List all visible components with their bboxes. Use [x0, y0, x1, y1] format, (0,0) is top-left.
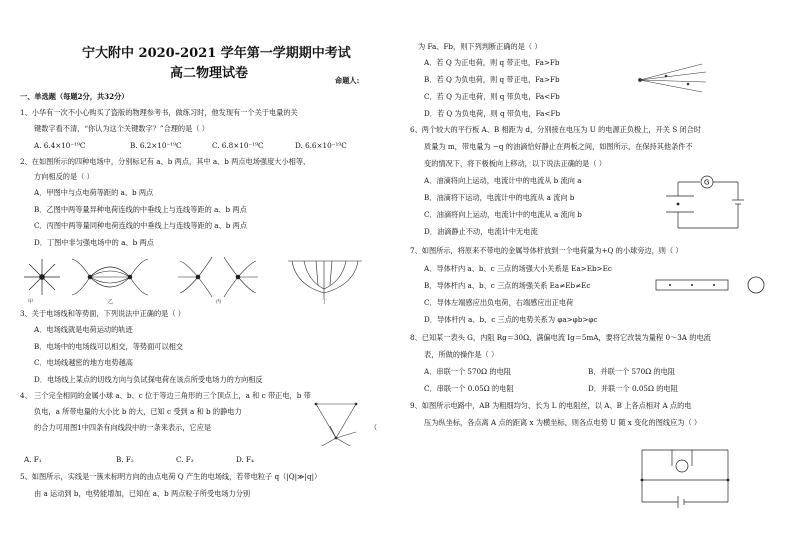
q5-option-c: C．若 Q 为正电荷，则 q 带负电，Fa<Fb [424, 92, 560, 101]
q3-line1: 3、关于电场线和等势面，下列说法中正确的是（ ） [20, 309, 185, 318]
q6-line1: 6、两个较大的平行板 A、B 相距为 d，分别接在电压为 U 的电源正负极上，开关 S 闭合时 [410, 125, 701, 134]
q8-option-b: B．并联一个 570Ω 的电阻 [588, 367, 676, 376]
q5-line0: 为 Fa、Fb，则下列判断正确的是（ ） [418, 42, 542, 51]
q2-option-c: C．丙图中两等量同种电荷连线的中垂线上与连线等距的 a、b 两点 [34, 221, 248, 230]
galvanometer-g-icon: G [704, 178, 710, 187]
q2-option-a: A．甲图中与点电荷等距的 a、b 两点 [34, 188, 154, 197]
fig-label-jia: 甲 [28, 299, 34, 305]
q4-option-b: B. F₂ [116, 455, 134, 464]
q6-capacitor-circuit [660, 172, 756, 238]
q4-line1: 4、 三个完全相同的金属小球 a、b、c 位于等边三角形的三个顶点上，a 和 c 带正电，b 带 [20, 391, 311, 400]
q1-option-d: D. 6.6×10⁻¹⁹C [295, 141, 347, 150]
q9-line2: 压为纵坐标，各点离 A 点的距离 x 为横坐标，则各点电势 U 随 x 变化的图线应为（ ） [424, 418, 702, 427]
q8-option-d: D．并联一个 0.05Ω 的电阻 [588, 384, 678, 393]
q1-line2: 键数字看不清，“你认为这个关键数字？”合理的是（ ） [34, 124, 209, 133]
figure-bing-like-charges [178, 257, 258, 297]
q3-option-d: D．电场线上某点的切线方向与负试探电荷在该点所受电场力的方向相反 [34, 375, 263, 384]
q9-circuit-figure [632, 440, 742, 520]
q4-line3: 的合力可用图1中四条有向线段中的一条来表示，它应是 [34, 423, 212, 432]
figure-jia-radial [24, 259, 60, 295]
q5-option-d: D．若 Q 为负电荷，则 q 带负电，Fa<Fb [424, 109, 561, 118]
q1-option-c: C. 6.8×10⁻¹⁹C [212, 141, 264, 150]
q6-line3: 变的情况下，将下极板向上移动，以下说法正确的是（ ） [424, 159, 606, 168]
q4-option-d: D. F₄ [236, 455, 254, 464]
q8-option-c: C．串联一个 0.05Ω 的电阻 [424, 384, 514, 393]
q3-option-a: A．电场线就是电荷运动的轨迹 [34, 325, 133, 334]
q8-option-a: A．串联一个 570Ω 的电阻 [424, 367, 511, 376]
q4-triangle-figure [310, 398, 366, 448]
q7-rod-and-ball-figure [652, 272, 772, 298]
q3-option-b: B．电场中的电场线可以相交，等势面可以相交 [34, 342, 184, 351]
q5-option-a: A．若 Q 为正电荷，则 q 带正电，Fa>Fb [424, 58, 560, 67]
exam-subtitle: 高二物理试卷 [170, 66, 249, 81]
q7-option-c: C．导体左端感应出负电荷，右端感应出正电荷 [424, 298, 574, 307]
q3-option-c: C．电场线越密的地方电势越高 [34, 358, 133, 367]
q4-option-a: A. F₁ [24, 455, 42, 464]
exam-title: 宁大附中 2020-2021 学年第一学期期中考试 [82, 46, 351, 61]
fig-label-bing: 丙 [216, 299, 222, 305]
q6-option-b: B．油滴将下运动，电流计中的电流从 a 流向 b [424, 193, 575, 202]
fig-label-ding: 丁 [322, 299, 328, 305]
q5-line1: 5、如图所示，实线是一簇未标明方向的由点电荷 Q 产生的电场线，若带电粒子 q（|Q|≫|q|） [20, 472, 322, 481]
q2-option-d: D．丁图中非匀强电场中的 a、b 两点 [34, 238, 154, 247]
q7-option-a: A．导体杆内 a、b、c 三点的场强大小关系是 Ea>Eb>Ec [424, 264, 612, 273]
q4-line2: 负电，a 所带电量的大小比 b 的大，已知 c 受到 a 和 b 的静电力 [34, 407, 242, 416]
q2-option-b: B．乙图中两等量异种电荷连线的中垂线上与连线等距的 a、b 两点 [34, 205, 247, 214]
q6-option-d: D．油滴静止不动，电流计中无电流 [424, 227, 538, 236]
q2-line1: 2、在如图所示的四种电场中，分别标记有 a、b 两点，其中 a、b 两点电场强度大小相等、 [20, 157, 311, 166]
q2-line2: 方向相反的是（ ） [34, 172, 94, 181]
q1-option-b: B. 6.2×10⁻¹⁹C [130, 141, 182, 150]
q5-option-b: B．若 Q 为负电荷，则 q 带正电，Fa>Fb [424, 75, 560, 84]
q7-line1: 7、如图所示，将原来不带电的金属导体杆放到一个电荷量为+Q 的小球旁边，则（ ） [410, 246, 683, 255]
right-column [410, 0, 782, 550]
author-label: 命题人: [335, 76, 360, 85]
q8-line1: 8、已知某一表头 G，内阻 Rg＝30Ω，满偏电流 Ig＝5mA，要将它改装为量程 0～3A 的电流 [410, 333, 711, 342]
q5-field-lines-figure [632, 60, 712, 100]
q5-line2: 由 a 运动到 b，电势能增加，已知在 a、b 两点粒子所受电场力分别 [34, 489, 251, 498]
q7-option-d: D．导体杆内 a、b、c 三点的电势关系为 φa>φb>φc [424, 315, 598, 324]
section-heading: 一、单选题（每题2分，共32分） [20, 92, 129, 101]
q8-line2: 表，所做的操作是（ ） [424, 350, 499, 359]
q1-line1: 1、小华有一次不小心购买了盗版的物理参考书，做练习时，他发现有一个关于电量的关 [20, 108, 298, 117]
q9-line1: 9、如图所示电路中，AB 为粗细均匀、长为 L 的电阻丝，以 A、B 上各点相对 A 点的电 [410, 401, 692, 410]
q4-option-c: C. F₃ [176, 455, 194, 464]
figure-ding-nonuniform [288, 261, 362, 299]
fig-label-yi: 乙 [108, 299, 114, 305]
left-column [20, 0, 385, 550]
q6-option-c: C．油滴将向上运动，电流计中的电流从 a 流向 b [424, 210, 582, 219]
q6-line2: 质量为 m，带电量为 −q 的油滴恰好静止在两板之间，如图所示，在保持其他条件不 [424, 142, 693, 151]
q1-option-a: A. 6.4×10⁻¹⁹C [34, 141, 86, 150]
q7-option-b: B．导体杆内 a、b、c 三点的场强关系 Ea≠Eb≠Ec [424, 281, 591, 290]
figure-yi-dipole [72, 259, 148, 295]
q4-answer-paren: （ [370, 423, 378, 432]
q6-option-a: A．油滴将向上运动，电流计中的电流从 b 流向 a [424, 176, 582, 185]
